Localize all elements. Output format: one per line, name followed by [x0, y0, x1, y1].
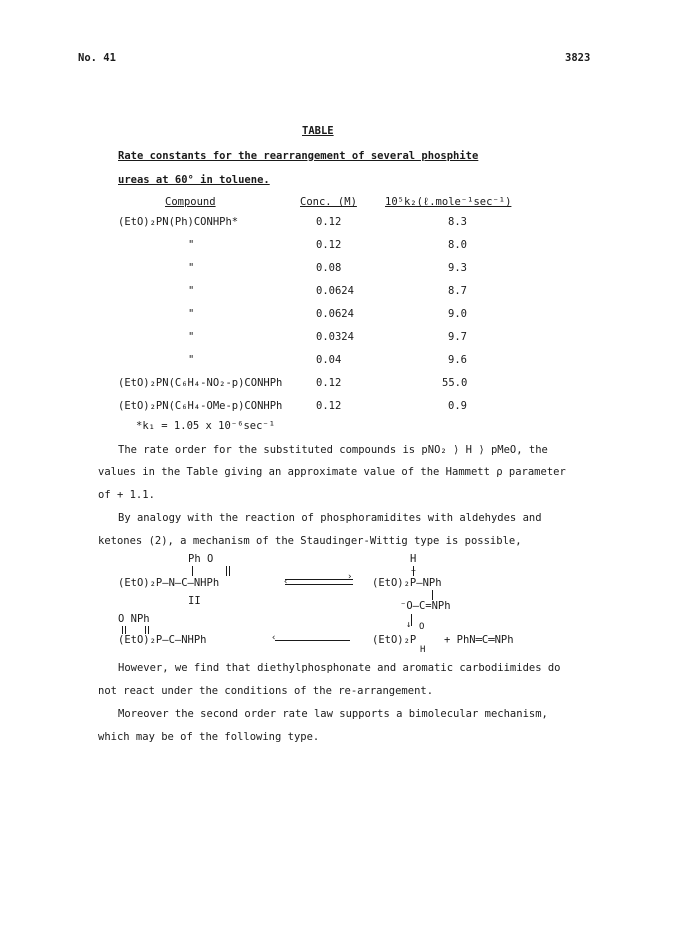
table-cell-conc: 0.12: [316, 400, 342, 412]
table-cell-rate: 9.3: [448, 262, 467, 274]
paragraph-line: The rate order for the substituted compounds is pNO₂ ⟩ H ⟩ pMeO, the: [118, 444, 548, 456]
arrow-head: ‹: [283, 577, 289, 587]
paragraph-line: of + 1.1.: [98, 489, 155, 501]
table-cell-rate: 8.0: [448, 239, 467, 251]
table-cell-compound: (EtO)₂PN(C₆H₄-NO₂-p)CONHPh: [118, 377, 283, 389]
zwitterion-bottom: ⁻O—C=NPh: [400, 600, 451, 612]
column-header-rate: 10⁵k₂(ℓ.mole⁻¹sec⁻¹): [385, 196, 512, 208]
table-cell-rate: 55.0: [442, 377, 468, 389]
bond-line: [192, 566, 193, 576]
table-cell-conc: 0.0624: [316, 308, 354, 320]
bond-line: [125, 626, 126, 634]
zwitterion-structure: (EtO)₂P—NPh: [372, 577, 442, 589]
product-structure: (EtO)₂P—C—NHPh: [118, 634, 207, 646]
table-cell-rate: 9.7: [448, 331, 467, 343]
oxaphosphetane-structure: (EtO)₂P: [372, 634, 417, 646]
arrow-head: ↓: [406, 620, 412, 630]
table-cell-rate: 9.0: [448, 308, 467, 320]
hydrogen-label: H: [410, 553, 417, 565]
table-cell-conc: 0.0624: [316, 285, 354, 297]
table-cell-rate: 0.9: [448, 400, 467, 412]
table-cell-conc: 0.0324: [316, 331, 354, 343]
paragraph-line: which may be of the following type.: [98, 731, 320, 743]
table-cell-conc: 0.12: [316, 377, 342, 389]
page-number: 3823: [565, 52, 591, 64]
table-cell-conc: 0.08: [316, 262, 342, 274]
table-cell-compound: ": [188, 354, 195, 366]
paragraph-line: ketones (2), a mechanism of the Staudinger-Wittig type is possible,: [98, 535, 522, 547]
bond-line: [148, 626, 149, 634]
table-title: TABLE: [302, 125, 334, 137]
bond-line: [229, 566, 230, 576]
paragraph-line: However, we find that diethylphosphonate and aromatic carbodiimides do: [118, 662, 561, 674]
table-cell-conc: 0.12: [316, 216, 342, 228]
oxygen-label: O: [419, 622, 425, 632]
substituent-labels: O NPh: [118, 613, 150, 625]
arrow-head: ‹: [271, 633, 277, 643]
table-cell-conc: 0.04: [316, 354, 342, 366]
structure-ii: (EtO)₂P—N—C—NHPh: [118, 577, 220, 589]
charge-plus: +: [411, 566, 416, 575]
column-header-compound: Compound: [165, 196, 216, 208]
table-cell-compound: (EtO)₂PN(Ph)CONHPh*: [118, 216, 239, 228]
equilibrium-arrow-forward: [285, 579, 353, 580]
table-cell-compound: ": [188, 285, 195, 297]
table-cell-conc: 0.12: [316, 239, 342, 251]
arrow-head: ›: [347, 572, 353, 582]
table-cell-compound: (EtO)₂PN(C₆H₄-OMe-p)CONHPh: [118, 400, 283, 412]
bond-line: [432, 590, 433, 600]
reaction-arrow: [275, 640, 350, 641]
hydrogen-label: H: [420, 645, 426, 655]
table-caption-line1: Rate constants for the rearrangement of several phosphite: [118, 150, 479, 162]
bond-line: [145, 626, 146, 634]
paragraph-line: By analogy with the reaction of phosphoramidites with aldehydes and: [118, 512, 542, 524]
table-cell-rate: 8.7: [448, 285, 467, 297]
carbodiimide-product: + PhN═C═NPh: [444, 634, 514, 646]
substituent-labels: Ph O: [188, 553, 214, 565]
table-cell-compound: ": [188, 262, 195, 274]
bond-line: [226, 566, 227, 576]
table-footnote: *k₁ = 1.05 x 10⁻⁶sec⁻¹: [136, 420, 276, 432]
paragraph-line: values in the Table giving an approximate value of the Hammett ρ parameter: [98, 466, 566, 478]
table-caption-line2: ureas at 60° in toluene.: [118, 174, 270, 186]
table-cell-compound: ": [188, 331, 195, 343]
column-header-conc: Conc. (M): [300, 196, 357, 208]
paragraph-line: Moreover the second order rate law supports a bimolecular mechanism,: [118, 708, 548, 720]
table-cell-rate: 9.6: [448, 354, 467, 366]
equilibrium-arrow-back: [285, 584, 353, 585]
journal-number: No. 41: [78, 52, 116, 64]
table-cell-compound: ": [188, 308, 195, 320]
bond-line: [122, 626, 123, 634]
table-cell-rate: 8.3: [448, 216, 467, 228]
paragraph-line: not react under the conditions of the re-arrangement.: [98, 685, 434, 697]
table-cell-compound: ": [188, 239, 195, 251]
structure-label: II: [188, 595, 201, 607]
